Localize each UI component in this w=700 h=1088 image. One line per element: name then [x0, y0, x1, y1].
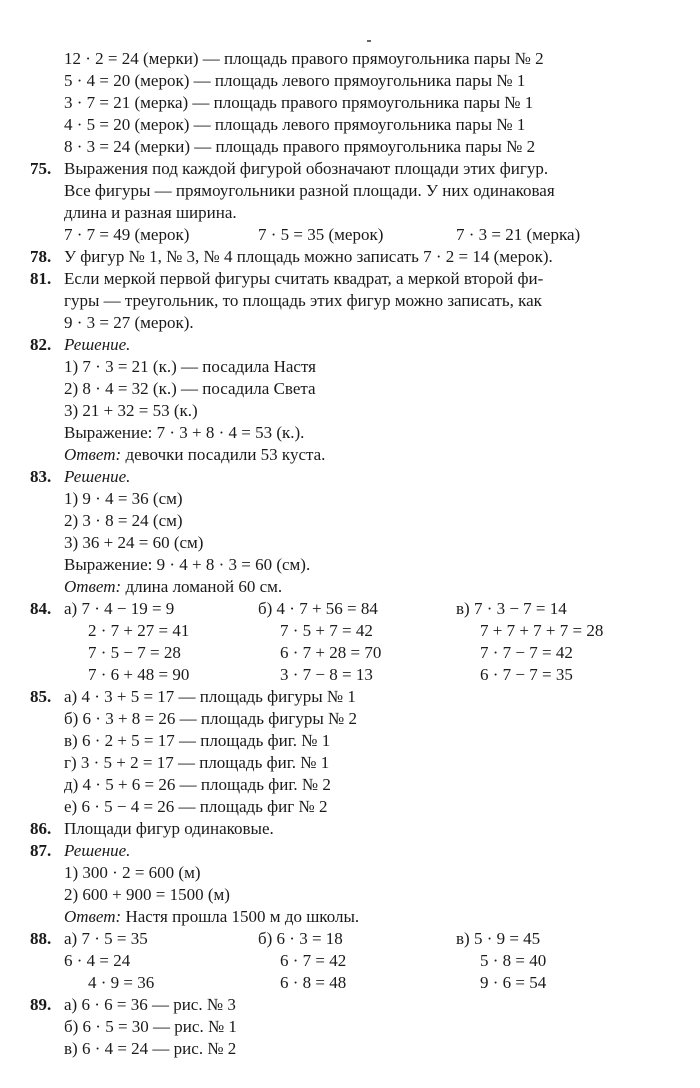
- problem-89-line: а) 6 · 6 = 36 — рис. № 3: [64, 995, 236, 1014]
- problem-84-cell: 7 · 7 − 7 = 42: [480, 643, 573, 662]
- problem-83-line: 1) 9 · 4 = 36 (см): [64, 489, 183, 508]
- problem-84-cell: в) 7 · 3 − 7 = 14: [456, 599, 567, 618]
- problem-88-cell: 5 · 8 = 40: [480, 951, 547, 970]
- solution-heading: Решение.: [64, 841, 131, 860]
- scan-mark: [367, 40, 371, 42]
- problem-75-eq: 7 · 3 = 21 (мерка): [456, 225, 581, 244]
- problem-75-line: Все фигуры — прямоугольники разной площади. У них одинаковая: [64, 181, 555, 200]
- problem-75-line: Выражения под каждой фигурой обозначают площади этих фигур.: [64, 159, 549, 178]
- intro-line: 3 · 7 = 21 (мерка) — площадь правого прямоугольника пары № 1: [64, 93, 534, 112]
- solution-heading: Решение.: [64, 467, 131, 486]
- problem-number: 84.: [30, 599, 52, 618]
- problem-84-cell: а) 7 · 4 − 19 = 9: [64, 599, 175, 618]
- problem-88-cell: 6 · 7 = 42: [280, 951, 347, 970]
- problem-88-cell: 6 · 8 = 48: [280, 973, 347, 992]
- problem-number: 86.: [30, 819, 52, 838]
- problem-82-line: 1) 7 · 3 = 21 (к.) — посадила Настя: [64, 357, 316, 376]
- intro-line: 4 · 5 = 20 (мерок) — площадь левого прямоугольника пары № 1: [64, 115, 526, 134]
- problem-83-line: Выражение: 9 · 4 + 8 · 3 = 60 (см).: [64, 555, 311, 574]
- problem-84-cell: б) 4 · 7 + 56 = 84: [258, 599, 378, 618]
- problem-85-line: б) 6 · 3 + 8 = 26 — площадь фигуры № 2: [64, 709, 357, 728]
- problem-number: 89.: [30, 995, 52, 1014]
- problem-82-line: 2) 8 · 4 = 32 (к.) — посадила Света: [64, 379, 316, 398]
- problem-89-line: в) 6 · 4 = 24 — рис. № 2: [64, 1039, 237, 1058]
- problem-number: 82.: [30, 335, 52, 354]
- problem-75-line: длина и разная ширина.: [64, 203, 237, 222]
- problem-number: 83.: [30, 467, 52, 486]
- problem-82-line: 3) 21 + 32 = 53 (к.): [64, 401, 198, 420]
- problem-89-line: б) 6 · 5 = 30 — рис. № 1: [64, 1017, 237, 1036]
- problem-88-cell: 9 · 6 = 54: [480, 973, 547, 992]
- problem-88-cell: 4 · 9 = 36: [88, 973, 155, 992]
- problem-84-cell: 6 · 7 − 7 = 35: [480, 665, 573, 684]
- problem-number: 88.: [30, 929, 52, 948]
- problem-85-line: г) 3 · 5 + 2 = 17 — площадь фиг. № 1: [64, 753, 330, 772]
- problem-78-text: У фигур № 1, № 3, № 4 площадь можно записать 7 · 2 = 14 (мерок).: [64, 247, 553, 266]
- problem-75-eq: 7 · 5 = 35 (мерок): [258, 225, 384, 244]
- problem-85-line: д) 4 · 5 + 6 = 26 — площадь фиг. № 2: [64, 775, 331, 794]
- problem-88-cell: б) 6 · 3 = 18: [258, 929, 343, 948]
- problem-82-line: Выражение: 7 · 3 + 8 · 4 = 53 (к.).: [64, 423, 305, 442]
- intro-line: 5 · 4 = 20 (мерок) — площадь левого прямоугольника пары № 1: [64, 71, 526, 90]
- problem-85-line: е) 6 · 5 − 4 = 26 — площадь фиг № 2: [64, 797, 328, 816]
- answer-line: [64, 576, 282, 597]
- problem-87-line: 1) 300 · 2 = 600 (м): [64, 863, 201, 882]
- answer-text: Настя прошла 1500 м до школы.: [125, 907, 360, 926]
- problem-number: 85.: [30, 687, 52, 706]
- problem-81-line: Если меркой первой фигуры считать квадрат, а меркой второй фи-: [64, 269, 544, 288]
- problem-81-line: 9 · 3 = 27 (мерок).: [64, 313, 194, 332]
- problem-84-cell: 7 · 6 + 48 = 90: [88, 665, 190, 684]
- problem-83-line: 2) 3 · 8 = 24 (см): [64, 511, 183, 530]
- answer-text: девочки посадили 53 куста.: [125, 445, 326, 464]
- problem-84-cell: 2 · 7 + 27 = 41: [88, 621, 190, 640]
- problem-number: 78.: [30, 247, 52, 266]
- problem-88-cell: 6 · 4 = 24: [64, 951, 131, 970]
- problem-84-cell: 3 · 7 − 8 = 13: [280, 665, 373, 684]
- problem-84-cell: 7 · 5 + 7 = 42: [280, 621, 373, 640]
- problem-83-line: 3) 36 + 24 = 60 (см): [64, 533, 204, 552]
- answer-line: [64, 906, 359, 927]
- problem-number: 81.: [30, 269, 52, 288]
- solution-heading: Решение.: [64, 335, 131, 354]
- answer-line: [64, 444, 325, 465]
- problem-85-line: в) 6 · 2 + 5 = 17 — площадь фиг. № 1: [64, 731, 331, 750]
- problem-84-cell: 7 · 5 − 7 = 28: [88, 643, 181, 662]
- problem-84-cell: 7 + 7 + 7 + 7 = 28: [480, 621, 604, 640]
- problem-85-line: а) 4 · 3 + 5 = 17 — площадь фигуры № 1: [64, 687, 356, 706]
- problem-number: 87.: [30, 841, 52, 860]
- problem-number: 75.: [30, 159, 52, 178]
- intro-line: 12 · 2 = 24 (мерки) — площадь правого прямоугольника пары № 2: [64, 49, 544, 68]
- problem-81-line: гуры — треугольник, то площадь этих фигур можно записать, как: [64, 291, 542, 310]
- problem-75-eq: 7 · 7 = 49 (мерок): [64, 225, 190, 244]
- problem-86-text: Площади фигур одинаковые.: [64, 819, 274, 838]
- problem-84-cell: 6 · 7 + 28 = 70: [280, 643, 382, 662]
- problem-87-line: 2) 600 + 900 = 1500 (м): [64, 885, 230, 904]
- answer-text: длина ломаной 60 см.: [125, 577, 283, 596]
- answer-label: Ответ:: [64, 577, 122, 596]
- problem-88-cell: а) 7 · 5 = 35: [64, 929, 148, 948]
- answer-label: Ответ:: [64, 445, 122, 464]
- problem-88-cell: в) 5 · 9 = 45: [456, 929, 541, 948]
- answer-label: Ответ:: [64, 907, 122, 926]
- intro-line: 8 · 3 = 24 (мерки) — площадь правого прямоугольника пары № 2: [64, 137, 536, 156]
